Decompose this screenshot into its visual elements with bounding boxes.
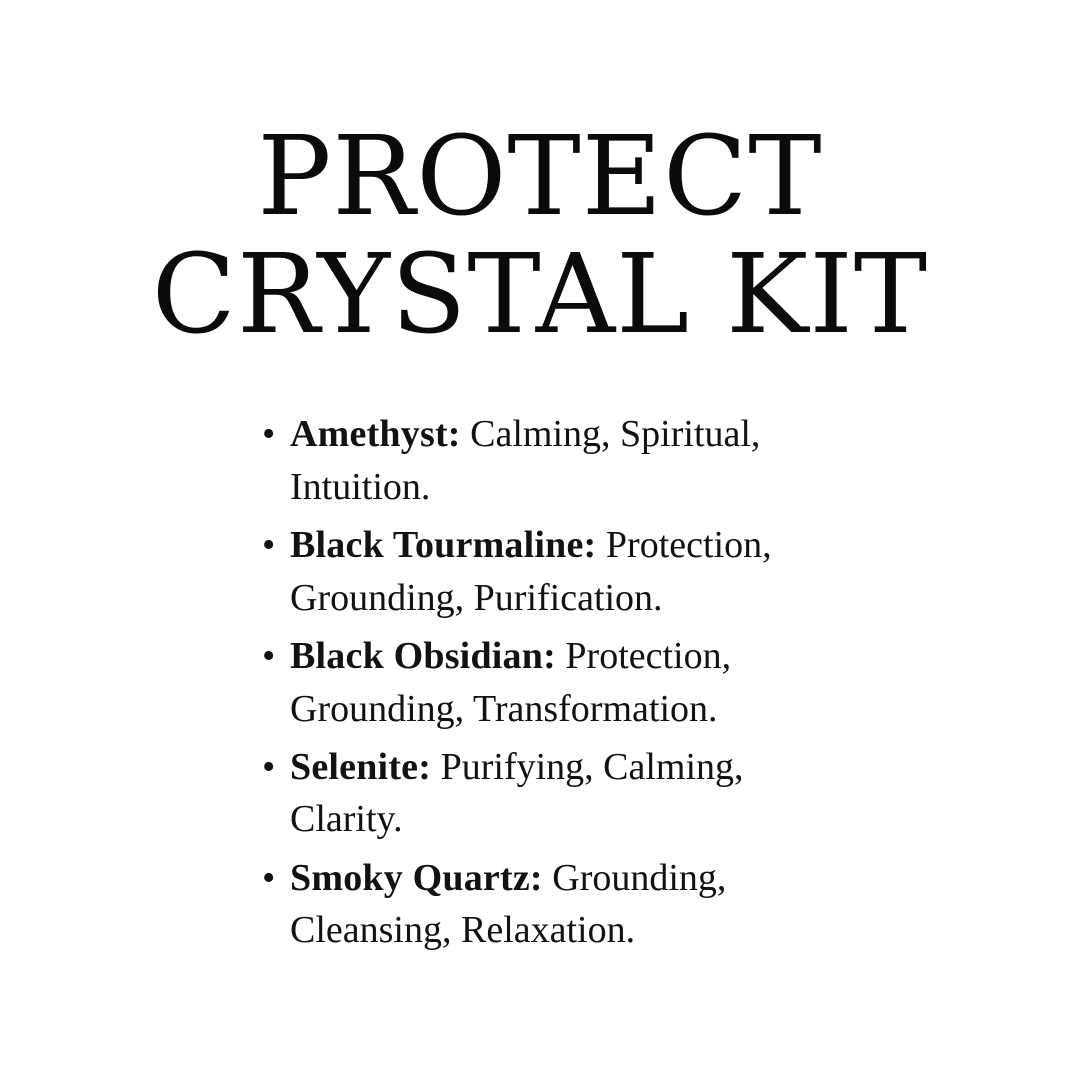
bullet-icon: •: [262, 635, 276, 678]
bullet-icon: •: [262, 524, 276, 567]
crystal-name: Black Tourmaline:: [290, 524, 597, 567]
crystal-name: Black Obsidian:: [290, 635, 556, 678]
list-item: [254, 852, 854, 957]
crystal-name: Selenite:: [290, 746, 432, 788]
list-item: [254, 630, 854, 735]
crystal-list: [254, 408, 854, 956]
list-item: [254, 519, 854, 624]
list-item: [254, 741, 854, 846]
crystal-description: Calming, Spiritual, Intuition.: [290, 413, 761, 508]
list-item: [254, 408, 854, 513]
bullet-icon: •: [262, 856, 276, 899]
page-title: [0, 112, 1080, 359]
crystal-description: Purifying, Calming, Clarity.: [290, 746, 744, 841]
bullet-icon: •: [262, 746, 276, 788]
crystal-description: Grounding, Cleansing, Relaxation.: [290, 856, 727, 952]
crystal-name: Smoky Quartz:: [290, 856, 543, 899]
bullet-icon: •: [262, 413, 276, 456]
crystal-list-block: [254, 408, 854, 962]
crystal-description: Protection, Grounding, Transformation.: [290, 635, 732, 730]
title-line-1: PROTECT: [257, 112, 823, 240]
title-line-2: CRYSTAL KIT: [151, 230, 929, 359]
crystal-name: Amethyst:: [290, 413, 461, 456]
crystal-description: Protection, Grounding, Purification.: [290, 524, 772, 619]
